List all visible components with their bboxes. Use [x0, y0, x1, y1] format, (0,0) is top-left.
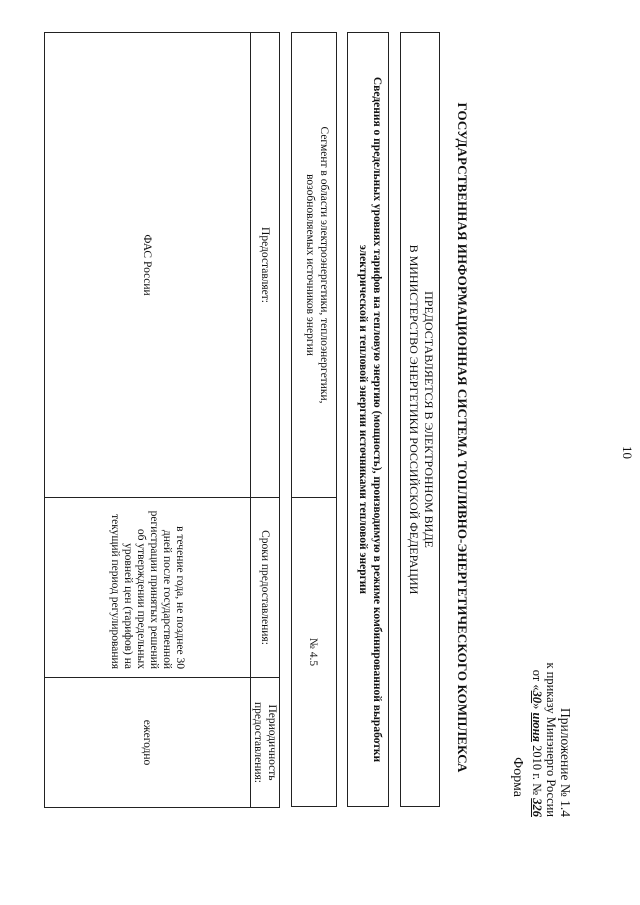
deadline-line: об утверждении предельных	[135, 528, 148, 669]
provided-line-1: ПРЕДОСТАВЛЯЕТСЯ В ЭЛЕКТРОННОМ ВИДЕ	[422, 291, 436, 548]
table-row	[45, 33, 251, 808]
info-title-line-1: Сведения о предельных уровнях тарифов на тепловую энергию (мощность), производимую в режиме комбинированной выработки	[371, 76, 383, 763]
order-number: 326	[530, 798, 544, 817]
segment-line-2: возобновляемых источников энергии	[304, 174, 316, 356]
segment-text	[292, 33, 336, 498]
info-title-box	[347, 32, 389, 807]
header-deadline: Сроки предоставления:	[251, 498, 280, 678]
segment-box	[291, 32, 337, 807]
system-title: ГОСУДАРСТВЕННАЯ ИНФОРМАЦИОННАЯ СИСТЕМА ТОПЛИВНО-ЭНЕРГЕТИЧЕСКОГО КОМПЛЕКСА	[455, 102, 470, 773]
appendix-order-line: к приказу Минэнерго России	[544, 662, 558, 817]
deadline-cell	[45, 498, 251, 678]
date-mid: »	[530, 703, 544, 713]
appendix-title: Приложение № 1.4	[558, 708, 573, 817]
provider-cell: ФАС России	[45, 33, 251, 498]
appendix-block	[530, 662, 572, 817]
deadline-line: регистрации принятых решений	[148, 510, 161, 669]
header-periodicity: Периодичность предоставления:	[251, 678, 280, 808]
appendix-date-line	[530, 662, 544, 817]
header-provider: Предоставляет:	[251, 33, 280, 498]
form-label: Форма	[510, 757, 525, 797]
deadline-line: в течение года, не позднее 30	[174, 526, 187, 669]
periodicity-cell: ежегодно	[45, 678, 251, 808]
page-number: 10	[620, 446, 635, 459]
deadline-line: текущий период регулирования	[109, 514, 122, 669]
deadline-line: дней после государственной	[161, 529, 174, 669]
segment-line-1: Сегмент в области электроэнергетики, теплоэнергетики,	[318, 126, 330, 404]
table-header-row	[251, 33, 280, 808]
date-prefix: от «	[530, 669, 544, 691]
segment-number: № 4.5	[307, 637, 319, 667]
deadline-line: уровней цен (тарифов) на	[122, 543, 135, 669]
provided-electronically-box	[400, 32, 440, 807]
provision-table	[44, 32, 280, 808]
date-month: июня	[530, 712, 544, 742]
info-title-line-2: электрической и тепловой энергии источниками тепловой энергии	[357, 244, 369, 595]
date-day: 30	[530, 690, 544, 704]
provided-line-2: В МИНИСТЕРСТВО ЭНЕРГЕТИКИ РОССИЙСКОЙ ФЕДЕРАЦИИ	[407, 244, 421, 595]
date-year: 2010 г. №	[530, 741, 544, 799]
